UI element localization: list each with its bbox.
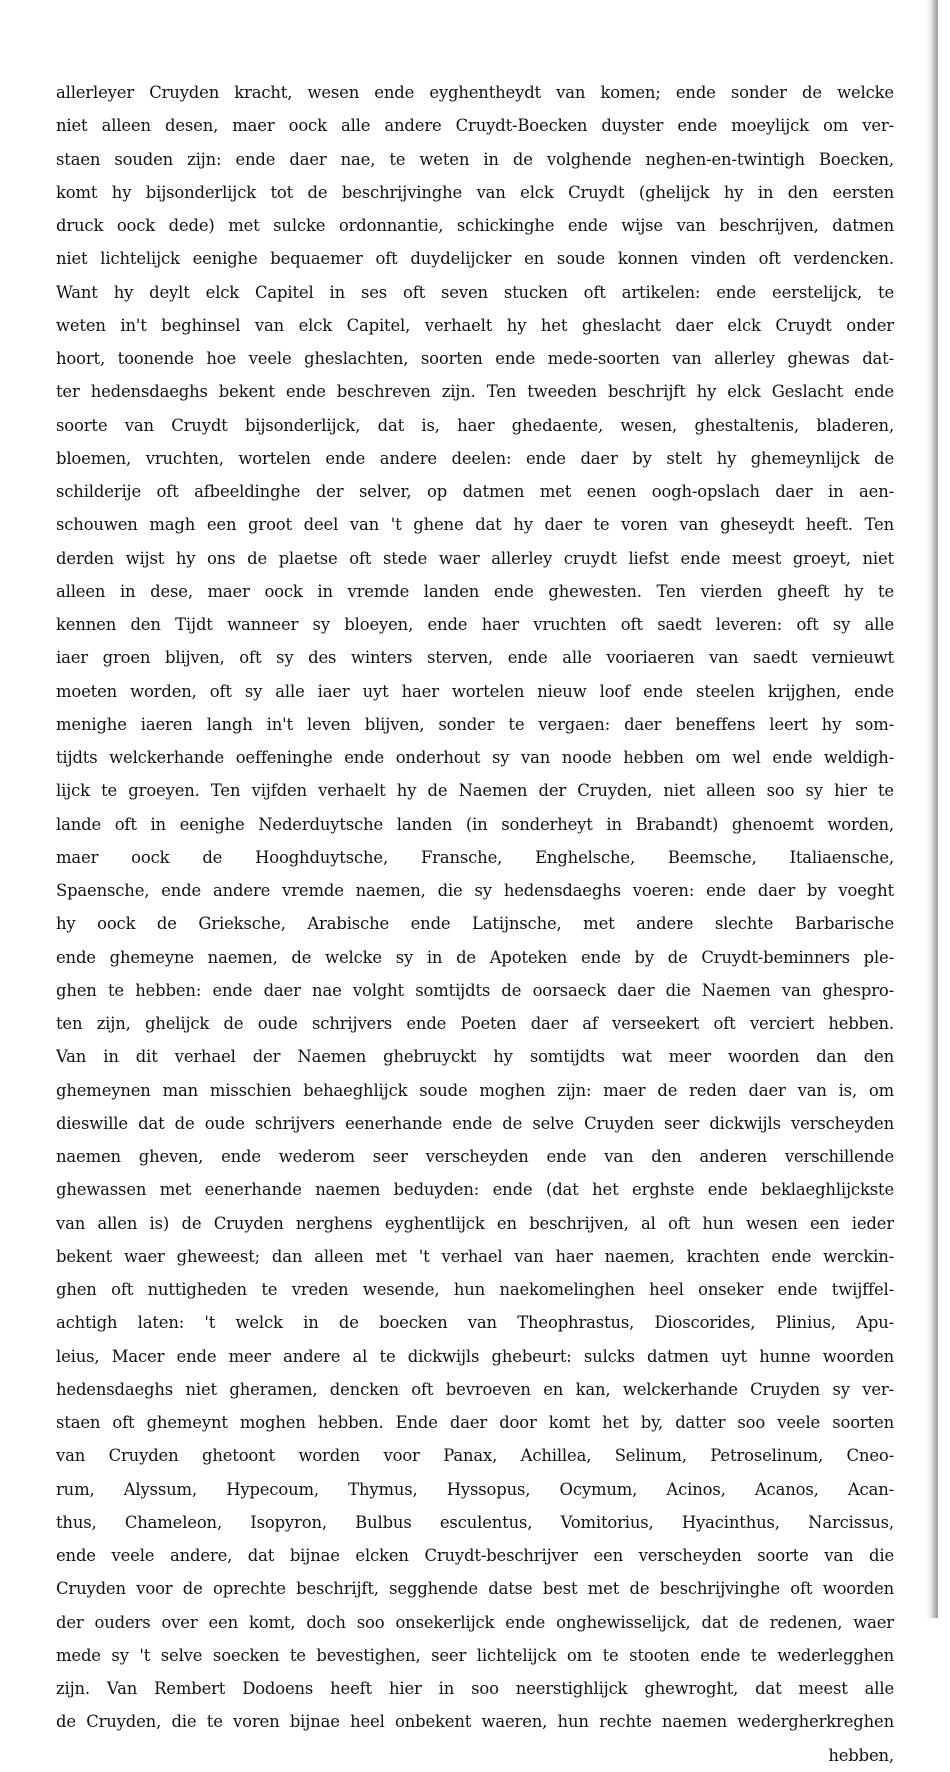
text-line: tijdts welckerhande oeffeninghe ende onderhout sy van noode hebben om wel ende weldigh- (56, 748, 894, 767)
text-line: thus, Chameleon, Isopyron, Bulbus esculentus, Vomitorius, Hyacinthus, Narcissus, (56, 1512, 894, 1532)
text-line: alleen in dese, maer oock in vremde landen ende ghewesten. Ten vierden gheeft hy te (56, 581, 894, 601)
text-line: ghen te hebben: ende daer nae volght somtijdts de oorsaeck daer die Naemen van ghespro- (56, 980, 894, 1000)
text-line: ende ghemeyne naemen, de welcke sy in de Apoteken ende by de Cruydt-beminners ple- (56, 947, 894, 967)
text-line: lijck te groeyen. Ten vijfden verhaelt hy de Naemen der Cruyden, niet alleen soo sy hier te (56, 781, 894, 801)
body-text (56, 76, 894, 1772)
text-line: hy oock de Grieksche, Arabische ende Latijnsche, met andere slechte Barbarische (56, 914, 894, 934)
text-line: van allen is) de Cruyden nerghens eyghentlijck en beschrijven, al oft hun wesen een ieder (56, 1213, 894, 1233)
text-line: soorte van Cruydt bijsonderlijck, dat is, haer ghedaente, wesen, ghestaltenis, bladeren, (56, 415, 894, 435)
text-line: ghemeynen man misschien behaeghlijck soude moghen zijn: maer de reden daer van is, om (56, 1080, 894, 1100)
text-line: Van in dit verhael der Naemen ghebruyckt hy somtijdts wat meer woorden dan den (56, 1047, 894, 1067)
text-line: schouwen magh een groot deel van 't ghene dat hy daer te voren van gheseydt heeft. Ten (56, 515, 894, 535)
text-line: zijn. Van Rembert Dodoens heeft hier in soo neerstighlijck ghewroght, dat meest alle (56, 1679, 894, 1698)
text-line: menighe iaeren langh in't leven blijven, sonder te vergaen: daer beneffens leert hy som- (56, 714, 894, 734)
text-line: hoort, toonende hoe veele gheslachten, soorten ende mede-soorten van allerley ghewas dat- (56, 349, 894, 368)
text-line: derden wijst hy ons de plaetse oft stede waer allerley cruydt liefst ende meest groeyt, niet (56, 548, 894, 568)
text-line: kennen den Tijdt wanneer sy bloeyen, ende haer vruchten oft saedt leveren: oft sy alle (56, 615, 894, 634)
text-line: staen souden zijn: ende daer nae, te weten in de volghende neghen-en-twintigh Boecken, (56, 149, 894, 169)
text-line: leius, Macer ende meer andere al te dickwijls ghebeurt: sulcks datmen uyt hunne woorden (56, 1346, 894, 1366)
text-line: staen oft ghemeynt moghen hebben. Ende daer door komt het by, datter soo veele soorten (56, 1413, 894, 1432)
text-line: de Cruyden, die te voren bijnae heel onbekent waeren, hun rechte naemen wedergherkreghen (56, 1712, 894, 1732)
text-line: mede sy 't selve soecken te bevestighen, seer lichtelijck om te stooten ende te wederlegghen (56, 1645, 894, 1665)
text-line: moeten worden, oft sy alle iaer uyt haer wortelen nieuw loof ende steelen krijghen, ende (56, 681, 894, 701)
text-line: dieswille dat de oude schrijvers eenerhande ende de selve Cruyden seer dickwijls verscheyden (56, 1113, 894, 1133)
text-line: allerleyer Cruyden kracht, wesen ende eyghentheydt van komen; ende sonder de welcke (56, 83, 894, 102)
text-line: maer oock de Hooghduytsche, Fransche, Enghelsche, Beemsche, Italiaensche, (56, 847, 894, 867)
text-line: niet lichtelijck eenighe bequaemer oft duydelijcker en soude konnen vinden oft verdencken. (56, 249, 894, 269)
text-line: van Cruyden ghetoont worden voor Panax, Achillea, Selinum, Petroselinum, Cneo- (56, 1446, 894, 1466)
text-line: iaer groen blijven, oft sy des winters sterven, ende alle vooriaeren van saedt vernieuwt (56, 648, 894, 668)
text-line: naemen gheven, ende wederom seer verscheyden ende van den anderen verschillende (56, 1147, 894, 1166)
text-line: ten zijn, ghelijck de oude schrijvers ende Poeten daer af verseekert oft verciert hebben. (56, 1014, 894, 1033)
text-line: ter hedensdaeghs bekent ende beschreven zijn. Ten tweeden beschrijft hy elck Geslacht ende (56, 382, 894, 402)
page-edge-shadow (926, 0, 938, 1618)
text-line: achtigh laten: 't welck in de boecken van Theophrastus, Dioscorides, Plinius, Apu- (56, 1313, 894, 1333)
text-line: weten in't beghinsel van elck Capitel, verhaelt hy het gheslacht daer elck Cruydt onder (56, 315, 894, 335)
text-line: Want hy deylt elck Capitel in ses oft seven stucken oft artikelen: ende eerstelijck, te (56, 282, 894, 302)
text-line: hedensdaeghs niet gheramen, dencken oft bevroeven en kan, welckerhande Cruyden sy ver- (56, 1379, 894, 1399)
text-line-final: hebben, (828, 1745, 894, 1765)
text-line: komt hy bijsonderlijck tot de beschrijvinghe van elck Cruydt (ghelijck hy in den eersten (56, 182, 894, 202)
text-line: ghewassen met eenerhande naemen beduyden: ende (dat het erghste ende beklaeghlijckste (56, 1180, 894, 1200)
text-line: ende veele andere, dat bijnae elcken Cruydt-beschrijver een verscheyden soorte van die (56, 1546, 894, 1565)
text-line: schilderije oft afbeeldinghe der selver, op datmen met eenen oogh-opslach daer in aen- (56, 482, 894, 501)
text-line: ghen oft nuttigheden te vreden wesende, hun naekomelinghen heel onseker ende twijffel- (56, 1280, 894, 1299)
text-line: bloemen, vruchten, wortelen ende andere deelen: ende daer by stelt hy ghemeynlijck de (56, 448, 894, 468)
text-line: lande oft in eenighe Nederduytsche landen (in sonderheyt in Brabandt) ghenoemt worden, (56, 814, 894, 834)
text-line: rum, Alyssum, Hypecoum, Thymus, Hyssopus, Ocymum, Acinos, Acanos, Acan- (56, 1479, 894, 1499)
text-line: bekent waer gheweest; dan alleen met 't verhael van haer naemen, krachten ende werckin- (56, 1246, 894, 1266)
text-line: der ouders over een komt, doch soo onsekerlijck ende onghewisselijck, dat de redenen, waer (56, 1612, 894, 1632)
text-line: druck oock dede) met sulcke ordonnantie, schickinghe ende wijse van beschrijven, datmen (56, 216, 894, 235)
text-line: Cruyden voor de oprechte beschrijft, segghende datse best met de beschrijvinghe oft woorden (56, 1579, 894, 1599)
text-line: Spaensche, ende andere vremde naemen, die sy hedensdaeghs voeren: ende daer by voeght (56, 881, 894, 900)
text-line: niet alleen desen, maer oock alle andere Cruydt-Boecken duyster ende moeylijck om ver- (56, 116, 894, 136)
